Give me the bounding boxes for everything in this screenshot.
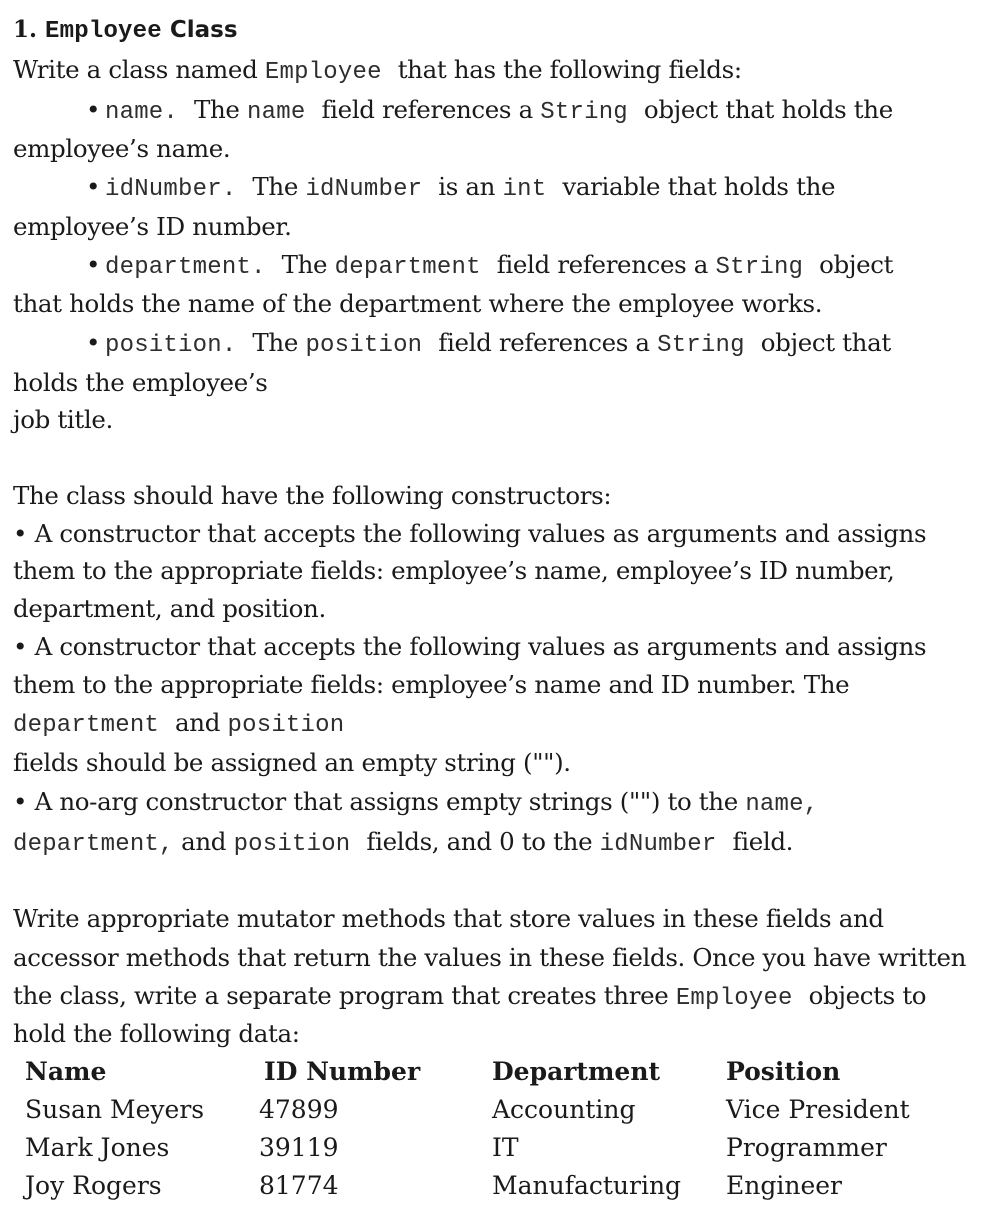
mutators-line-3: the class, write a separate program that creates three Employee objects to bbox=[13, 981, 927, 1012]
section-heading bbox=[13, 11, 238, 51]
field-item-position: • position. The position field references a String object that bbox=[86, 324, 891, 365]
heading-code: Employee bbox=[45, 18, 162, 45]
table-cell-position: Programmer bbox=[726, 1133, 887, 1162]
constructor-3-line-1: • A no-arg constructor that assigns empty strings ("") to the name, bbox=[13, 787, 819, 818]
field-item-position-cont: holds the employee’s bbox=[13, 368, 268, 397]
field-item-name: • name. The name field references a String object that holds the bbox=[86, 91, 893, 132]
constructors-intro: The class should have the following constructors: bbox=[13, 481, 612, 510]
table-cell-id: 81774 bbox=[259, 1171, 339, 1200]
field-item-idnumber-cont: employee’s ID number. bbox=[13, 212, 292, 241]
bullet-icon: • bbox=[13, 632, 28, 661]
constructor-3-line-2: department, and position fields, and 0 to the idNumber field. bbox=[13, 827, 794, 858]
bullet-icon: • bbox=[86, 95, 101, 124]
mutators-line-2: accessor methods that return the values in these fields. Once you have written bbox=[13, 943, 967, 972]
bullet-icon: • bbox=[86, 250, 101, 279]
table-cell-department: IT bbox=[492, 1133, 519, 1162]
constructor-1-line-1: • A constructor that accepts the following values as arguments and assigns bbox=[13, 519, 927, 548]
table-header-position: Position bbox=[726, 1057, 841, 1086]
bullet-icon: • bbox=[86, 172, 101, 201]
table-cell-id: 47899 bbox=[259, 1095, 339, 1124]
field-item-position-cont2: job title. bbox=[13, 405, 113, 434]
table-cell-name: Mark Jones bbox=[25, 1133, 170, 1162]
field-item-department: • department. The department field references a String object bbox=[86, 246, 893, 287]
table-header-department: Department bbox=[492, 1057, 661, 1086]
constructor-1-line-3: department, and position. bbox=[13, 594, 326, 623]
table-cell-id: 39119 bbox=[259, 1133, 339, 1162]
heading-word: Class bbox=[169, 17, 238, 43]
constructor-2-line-2: them to the appropriate fields: employee’s name and ID number. The bbox=[13, 670, 850, 699]
table-cell-department: Accounting bbox=[492, 1095, 636, 1124]
bullet-icon: • bbox=[86, 328, 101, 357]
intro-line: Write a class named Employee that has the following fields: bbox=[13, 55, 742, 86]
field-item-department-cont: that holds the name of the department where the employee works. bbox=[13, 289, 823, 318]
constructor-2-line-1: • A constructor that accepts the following values as arguments and assigns bbox=[13, 632, 927, 661]
field-item-idnumber: • idNumber. The idNumber is an int variable that holds the bbox=[86, 168, 835, 209]
heading-number: 1. bbox=[13, 16, 38, 43]
table-cell-name: Joy Rogers bbox=[25, 1171, 162, 1200]
constructor-2-line-4: fields should be assigned an empty string (""). bbox=[13, 748, 571, 777]
field-item-name-cont: employee’s name. bbox=[13, 134, 231, 163]
constructor-2-line-3: department and position bbox=[13, 708, 345, 739]
table-cell-position: Vice President bbox=[726, 1095, 910, 1124]
table-cell-department: Manufacturing bbox=[492, 1171, 682, 1200]
bullet-icon: • bbox=[13, 519, 28, 548]
table-header-name: Name bbox=[25, 1057, 107, 1086]
table-header-id: ID Number bbox=[264, 1057, 421, 1086]
constructor-1-line-2: them to the appropriate fields: employee’s name, employee’s ID number, bbox=[13, 556, 895, 585]
table-cell-position: Engineer bbox=[726, 1171, 842, 1200]
table-cell-name: Susan Meyers bbox=[25, 1095, 205, 1124]
mutators-line-1: Write appropriate mutator methods that store values in these fields and bbox=[13, 904, 884, 933]
bullet-icon: • bbox=[13, 787, 28, 816]
mutators-line-4: hold the following data: bbox=[13, 1019, 300, 1048]
